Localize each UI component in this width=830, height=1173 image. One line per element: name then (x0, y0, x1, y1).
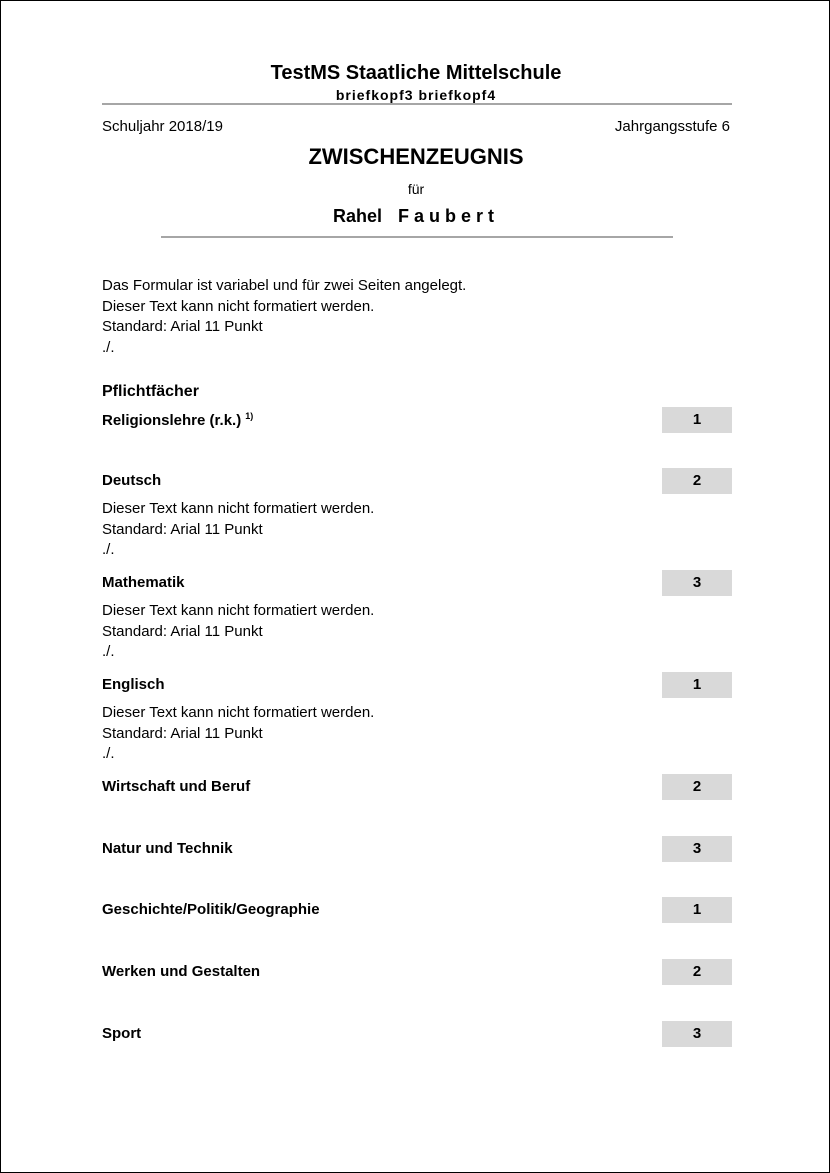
grade-box: 2 (662, 774, 732, 800)
grade-box: 1 (662, 407, 732, 433)
section-title: Pflichtfächer (102, 383, 199, 400)
subject-name: Sport (102, 1025, 142, 1042)
student-first-name: Rahel (332, 206, 382, 226)
name-divider (161, 236, 673, 238)
grade-box: 3 (662, 1021, 732, 1047)
grade-box: 2 (662, 468, 732, 494)
subject-name: Werken und Gestalten (102, 963, 261, 980)
grade-box: 1 (662, 672, 732, 698)
subject-name (102, 411, 253, 429)
footnote-marker: 1) (245, 411, 254, 421)
subject-remark: Dieser Text kann nicht formatiert werden. Standard: Arial 11 Punkt ./. (102, 704, 375, 762)
student-last-name: Faubert (398, 206, 500, 226)
grade-box: 1 (662, 897, 732, 923)
subject-name: Wirtschaft und Beruf (102, 778, 251, 795)
school-name: TestMS Staatliche Mittelschule (270, 62, 562, 84)
grade-box: 3 (662, 570, 732, 596)
grade-box: 2 (662, 959, 732, 985)
school-year: Schuljahr 2018/19 (102, 118, 223, 135)
grade-box: 3 (662, 836, 732, 862)
grade-level: Jahrgangsstufe 6 (614, 118, 730, 135)
subject-name: Geschichte/Politik/Geographie (102, 901, 320, 918)
subject-remark: Dieser Text kann nicht formatiert werden. Standard: Arial 11 Punkt ./. (102, 500, 375, 558)
letterhead: briefkopf3 briefkopf4 (335, 87, 497, 103)
intro-text: Das Formular ist variabel und für zwei Seiten angelegt. Dieser Text kann nicht formatiert werden. Standard: Arial 11 Punkt ./. (102, 277, 467, 356)
subject-label: Religionslehre (r.k.) (102, 412, 242, 429)
subject-name: Natur und Technik (102, 840, 233, 857)
student-name (1, 206, 830, 227)
subject-name: Englisch (102, 676, 165, 693)
document-title: ZWISCHENZEUGNIS (308, 144, 524, 169)
header-divider (102, 103, 732, 105)
subject-name: Deutsch (102, 472, 162, 489)
subject-name: Mathematik (102, 574, 185, 591)
subject-remark: Dieser Text kann nicht formatiert werden. Standard: Arial 11 Punkt ./. (102, 602, 375, 660)
for-label: für (407, 181, 425, 197)
